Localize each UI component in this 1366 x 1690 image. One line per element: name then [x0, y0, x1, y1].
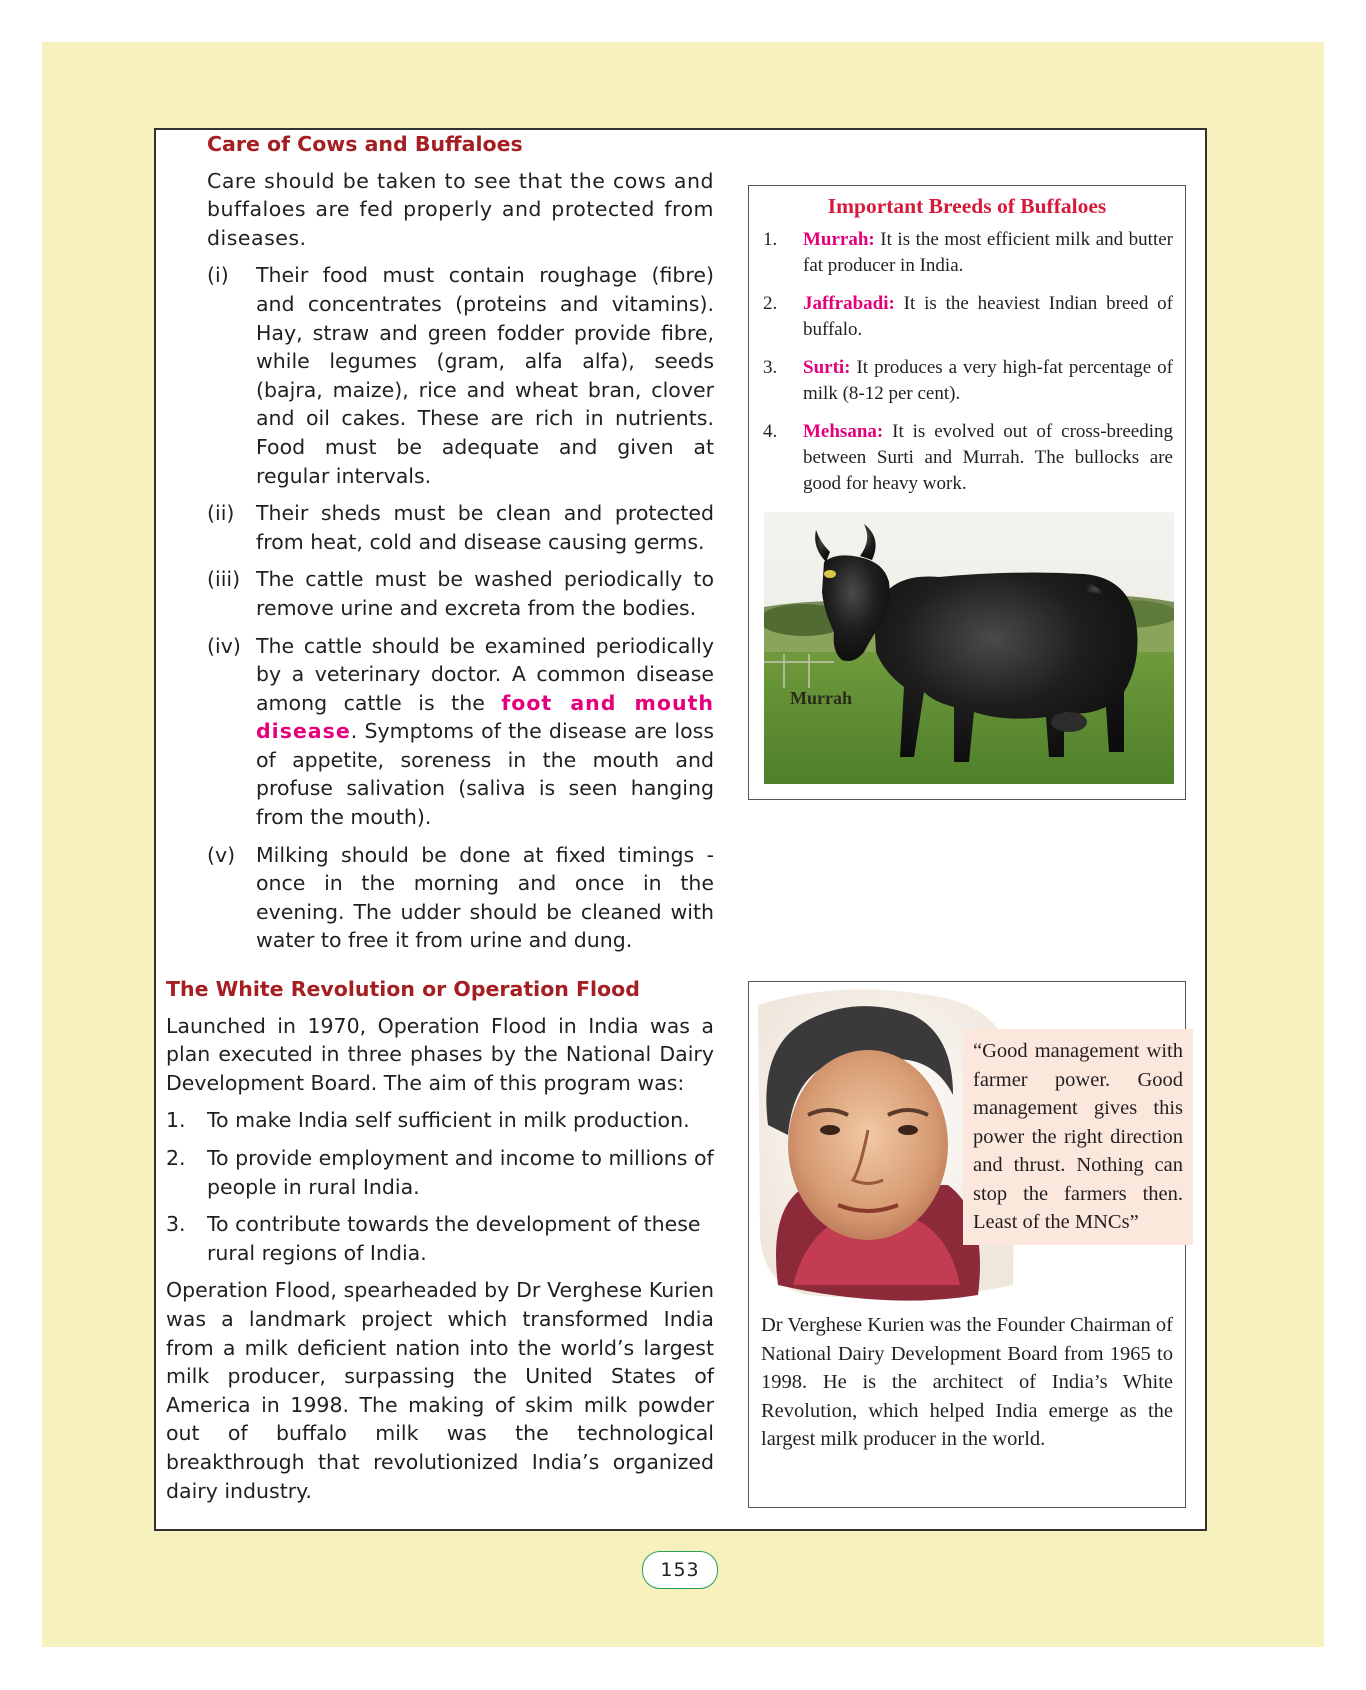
flood-item-1: 1. To make India self sufficient in milk production. — [166, 1108, 690, 1133]
breed-item-2: 2. Jaffrabadi: It is the heaviest Indian breed of buffalo. — [763, 293, 1173, 340]
murrah-photo-caption: Murrah — [790, 688, 852, 708]
care-intro: Care should be taken to see that the cows and buffaloes are fed properly and protected from diseases. — [207, 168, 714, 250]
care-item-2: (ii) Their sheds must be clean and protected from heat, cold and disease causing germs. — [207, 501, 714, 554]
flood-item-2: 2. To provide employment and income to millions of people in rural India. — [166, 1145, 714, 1199]
care-item-3: (iii) The cattle must be washed periodically to remove urine and excreta from the bodies. — [207, 567, 714, 620]
kurien-quote: “Good management with farmer power. Good management gives this power the right direction and thrust. Nothing can stop the farmers then. Least of the MNCs” — [963, 1029, 1193, 1245]
care-heading: Care of Cows and Buffaloes — [207, 132, 523, 156]
flood-item-3: 3. To contribute towards the development of these rural regions of India. — [166, 1212, 701, 1265]
flood-section — [166, 975, 714, 1505]
care-item-1: (i) Their food must contain roughage (fibre) and concentrates (proteins and vitamins). Hay, straw and green fodder provide fibre, while legumes (gram, alfa alfa), seeds (bajra, maize), rice and wheat bran, clover and oil cakes. These are rich in nutrients. Food must be adequate and given at regular intervals. — [207, 263, 714, 488]
disease-highlight: foot and mouth disease — [256, 690, 714, 744]
flood-outro: Operation Flood, spearheaded by Dr Verghese Kurien was a landmark project which transformed India from a milk deficient nation into the world’s largest milk producer, surpassing the United States of America in 1998. The making of skim milk powder out of buffalo milk was the technological breakthrough that revolutionized India’s organized dairy industry. — [166, 1278, 714, 1503]
flood-intro: Launched in 1970, Operation Flood in India was a plan executed in three phases by the National Dairy Development Board. The aim of this program was: — [166, 1013, 714, 1095]
care-section — [207, 130, 714, 955]
murrah-buffalo-photo — [764, 512, 1174, 784]
page-number-badge: 153 — [642, 1551, 718, 1589]
breeds-title: Important Breeds of Buffaloes — [827, 194, 1107, 218]
breed-item-1: 1. Murrah: It is the most efficient milk and butter fat producer in India. — [763, 229, 1173, 276]
kurien-caption: Dr Verghese Kurien was the Founder Chairman of National Dairy Development Board from 1965 to 1998. He is the architect of India’s White Revolution, which helped India emerge as the largest milk producer in the world. — [761, 1314, 1173, 1450]
breed-item-3: 3. Surti: It produces a very high-fat percentage of milk (8-12 per cent). — [763, 357, 1173, 404]
flood-heading: The White Revolution or Operation Flood — [166, 977, 640, 1001]
care-item-4: (iv) The cattle should be examined periodically by a veterinary doctor. A common disease among cattle is the foot and mouth disease. Symptoms of the disease are loss of appetite, soreness in the mouth and profuse salivation (saliva is seen hanging from the mouth). — [207, 633, 714, 830]
care-item-5: (v) Milking should be done at fixed timings - once in the morning and once in the evening. The udder should be cleaned with water to free it from urine and dung. — [207, 842, 714, 953]
breed-item-4: 4. Mehsana: It is evolved out of cross-breeding between Surti and Murrah. The bullocks are good for heavy work. — [763, 421, 1173, 494]
